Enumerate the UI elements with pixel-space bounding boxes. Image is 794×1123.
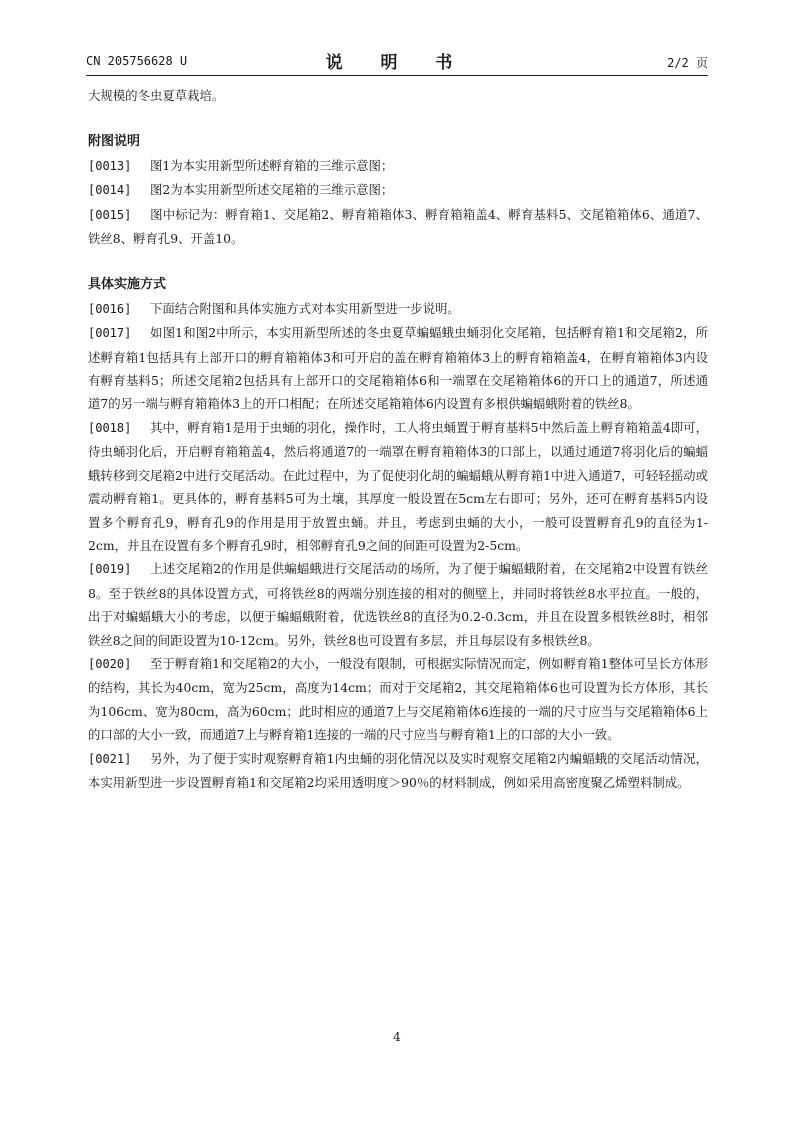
page-number: 4 [393, 1030, 401, 1044]
paragraph-number: [0017] [88, 326, 132, 341]
section-gap [88, 250, 708, 273]
paragraph-0021 [88, 747, 708, 795]
section-gap [88, 107, 708, 130]
paragraph-number: [0021] [88, 751, 132, 766]
paragraph-0019 [88, 557, 708, 652]
paragraph-0020 [88, 652, 708, 747]
intro-line: 大规模的冬虫夏草栽培。 [88, 88, 225, 103]
paragraph-text: 图1为本实用新型所述孵育箱的三维示意图； [150, 157, 394, 173]
header-divider [86, 75, 708, 76]
paragraph-text: 图2为本实用新型所述交尾箱的三维示意图； [150, 182, 394, 198]
section-heading-embodiment: 具体实施方式 [88, 277, 167, 293]
document-title: 说 明 书 [325, 53, 469, 73]
paragraph-text: 上述交尾箱2的作用是供蝙蝠蛾进行交尾活动的场所，为了便于蝙蝠蛾附着，在交尾箱2中设置有铁丝8。至于铁丝8的具体设置方式，可将铁丝8的两端分别连接的相对的侧壁上，并同时将铁丝8水平拉直。一般的，出于对蝙蝠蛾大小的考虑，以便于蝙蝠蛾附着，优选铁丝8的直径为0.2-0.3cm，并且在设置多根铁丝8时，相邻铁丝8之间的间距设置为10-12cm。另外，铁丝8也可设置有多层，并且每层设有多根铁丝8。 [88, 561, 708, 648]
section-heading-figures: 附图说明 [88, 134, 141, 150]
paragraph-text: 图中标记为：孵育箱1、交尾箱2、孵育箱箱体3、孵育箱箱盖4、孵育基料5、交尾箱箱体6、通道7、铁丝8、孵育孔9、开盖10。 [88, 206, 708, 247]
paragraph-0013 [88, 154, 708, 178]
paragraph-0015 [88, 203, 708, 251]
paragraph-number: [0018] [88, 420, 132, 435]
paragraph-text: 其中，孵育箱1是用于虫蛹的羽化，操作时，工人将虫蛹置于孵育基料5中然后盖上孵育箱箱盖4即可，待虫蛹羽化后，开启孵育箱箱盖4，然后将通道7的一端罩在孵育箱箱体3的口部上，以通过通道7将羽化后的蝙蝠蛾转移到交尾箱2中进行交尾活动。在此过程中，为了促使羽化胡的蝙蝠蛾从孵育箱1中进入通道7，可轻轻摇动或震动孵育箱1。更具体的，孵育基料5可为土壤，其厚度一般设置在5cm左右即可；另外，还可在孵育基料5内设置多个孵育孔9，孵育孔9的作用是用于放置虫蛹。并且，考虑到虫蛹的大小，一般可设置孵育孔9的直径为1-2cm，并且在设置有多个孵育孔9时，相邻孵育孔9之间的间距可设置为2-5cm。 [88, 419, 708, 553]
page-count: 2/2 页 [667, 56, 708, 70]
paragraph-text: 至于孵育箱1和交尾箱2的大小，一般没有限制，可根据实际情况而定，例如孵育箱1整体可呈长方体形的结构，其长为40cm，宽为25cm，高度为14cm；而对于交尾箱2，其交尾箱箱体6也可设置为长方体形，其长为106cm、宽为80cm，高为60cm；此时相应的通道7上与交尾箱箱体6连接的一端的尺寸应当与交尾箱箱体6上的口部的大小一致，而通道7上与孵育箱1连接的一端的尺寸应当与孵育箱1上的口部的大小一致。 [88, 655, 708, 743]
page-header [86, 48, 708, 72]
paragraph-0017 [88, 321, 708, 416]
paragraph-number: [0015] [88, 207, 132, 222]
paragraph-number: [0016] [88, 301, 132, 316]
paragraph-text: 另外，为了便于实时观察孵育箱1内虫蛹的羽化情况以及实时观察交尾箱2内蝙蝠蛾的交尾活动情况，本实用新型进一步设置孵育箱1和交尾箱2均采用透明度＞90％的材料制成，例如采用高密度聚乙烯塑料制成。 [88, 750, 708, 790]
paragraph-text: 下面结合附图和具体实施方式对本实用新型进一步说明。 [150, 300, 460, 316]
paragraph-text: 如图1和图2中所示，本实用新型所述的冬虫夏草蝙蝠蛾虫蛹羽化交尾箱，包括孵育箱1和交尾箱2，所述孵育箱1包括具有上部开口的孵育箱箱体3和可开启的盖在孵育箱箱体3上的孵育箱箱盖4，在孵育箱箱体3内设有孵育基料5；所述交尾箱2包括具有上部开口的交尾箱箱体6和一端罩在交尾箱箱体6的开口上的通道7，所述通道7的另一端与孵育箱箱体3上的开口相配；在所述交尾箱箱体6内设置有多根供蝙蝠蛾附着的铁丝8。 [88, 325, 708, 412]
paragraph-number: [0013] [88, 158, 132, 173]
paragraph-0018 [88, 416, 708, 557]
paragraph-number: [0020] [88, 656, 132, 671]
paragraph-0014 [88, 178, 708, 202]
patent-number: CN 205756628 U [86, 54, 188, 68]
paragraph-number: [0019] [88, 562, 132, 577]
paragraph-number: [0014] [88, 183, 132, 198]
paragraph-0016 [88, 297, 708, 321]
document-body [88, 84, 708, 794]
